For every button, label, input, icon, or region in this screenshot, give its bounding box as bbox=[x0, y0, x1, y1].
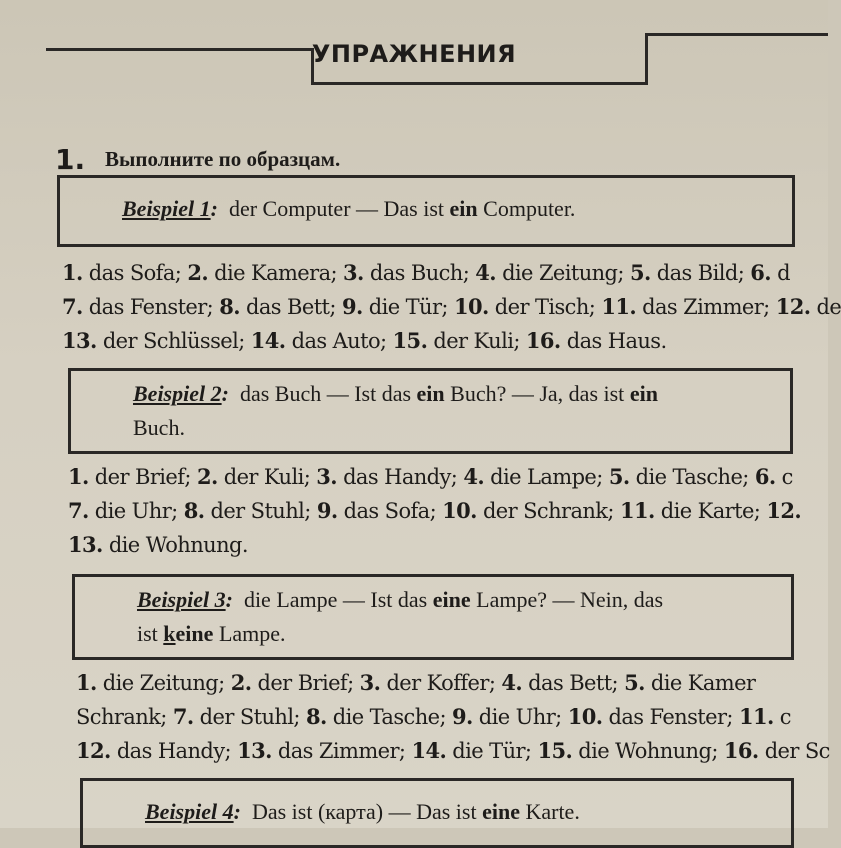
item-word: der Stuhl; bbox=[193, 705, 306, 729]
item-word: de bbox=[810, 295, 841, 319]
item-word: das Fenster; bbox=[82, 295, 220, 319]
item-word: das Buch; bbox=[363, 261, 476, 285]
item-number: 13. bbox=[68, 532, 103, 557]
item-number: 15. bbox=[537, 738, 573, 763]
item-word: der Stuhl; bbox=[204, 499, 317, 523]
item-word: die Tasche; bbox=[629, 465, 755, 489]
item-word: Schrank; bbox=[76, 705, 173, 729]
list-line bbox=[68, 494, 801, 528]
list-line bbox=[76, 666, 830, 700]
item-word: die Karte; bbox=[654, 499, 767, 523]
item-number: 9. bbox=[452, 704, 473, 729]
item-word: der Tisch; bbox=[488, 295, 602, 319]
item-number: 2. bbox=[196, 464, 218, 489]
item-number: 12. bbox=[766, 498, 802, 523]
item-word: der Kuli; bbox=[217, 465, 317, 489]
item-number: 16. bbox=[723, 738, 759, 763]
item-number: 11. bbox=[619, 498, 655, 523]
item-word: die Wohnung. bbox=[102, 533, 248, 557]
list-line bbox=[62, 324, 841, 358]
item-number: 8. bbox=[183, 498, 205, 523]
example-box-2: Beispiel 2: das Buch — Ist das ein Buch? — Ja, das ist ein Buch. bbox=[68, 368, 793, 454]
item-word: c bbox=[773, 705, 791, 729]
item-number: 15. bbox=[392, 328, 428, 353]
item-word: die Zeitung; bbox=[496, 261, 630, 285]
list-line bbox=[76, 734, 830, 768]
item-word: die Tasche; bbox=[326, 705, 452, 729]
example-label: Beispiel 1 bbox=[122, 196, 211, 221]
word-list-1 bbox=[62, 256, 841, 358]
item-word: c bbox=[775, 465, 793, 489]
item-number: 11. bbox=[601, 294, 637, 319]
item-number: 2. bbox=[187, 260, 209, 285]
item-number: 8. bbox=[305, 704, 327, 729]
item-number: 6. bbox=[754, 464, 776, 489]
item-word: das Sofa; bbox=[82, 261, 188, 285]
item-number: 3. bbox=[359, 670, 381, 695]
item-number: 1. bbox=[76, 670, 97, 695]
item-word: der Brief; bbox=[88, 465, 197, 489]
item-word: das Bett; bbox=[239, 295, 342, 319]
item-number: 5. bbox=[629, 260, 651, 285]
list-line bbox=[68, 528, 801, 562]
word-list-2 bbox=[68, 460, 801, 562]
item-word: das Handy; bbox=[337, 465, 464, 489]
item-word: das Sofa; bbox=[337, 499, 443, 523]
item-word: das Haus. bbox=[560, 329, 667, 353]
example-label: Beispiel 3 bbox=[137, 587, 226, 612]
item-number: 2. bbox=[230, 670, 252, 695]
item-number: 12. bbox=[76, 738, 111, 763]
word-list-3 bbox=[76, 666, 830, 768]
item-number: 11. bbox=[738, 704, 774, 729]
example-box-1: Beispiel 1: der Computer — Das ist ein Computer. bbox=[57, 175, 795, 247]
item-number: 8. bbox=[219, 294, 240, 319]
item-word: die Tür; bbox=[446, 739, 538, 763]
exercise-instruction: Выполните по образцам. bbox=[105, 147, 341, 171]
item-number: 4. bbox=[463, 464, 485, 489]
item-number: 1. bbox=[62, 260, 83, 285]
item-word: der Kuli; bbox=[427, 329, 526, 353]
item-number: 7. bbox=[62, 294, 83, 319]
item-number: 5. bbox=[624, 670, 645, 695]
list-line bbox=[62, 290, 841, 324]
item-number: 3. bbox=[343, 260, 364, 285]
item-word: die Wohnung; bbox=[572, 739, 724, 763]
item-number: 9. bbox=[316, 498, 338, 523]
example-label: Beispiel 2 bbox=[133, 381, 222, 406]
item-word: das Bett; bbox=[522, 671, 625, 695]
item-word: das Zimmer; bbox=[636, 295, 776, 319]
list-line bbox=[62, 256, 841, 290]
item-word: der Brief; bbox=[251, 671, 360, 695]
item-number: 10. bbox=[567, 704, 603, 729]
item-word: das Auto; bbox=[285, 329, 393, 353]
item-word: die Kamer bbox=[644, 671, 756, 695]
item-number: 7. bbox=[172, 704, 194, 729]
item-number: 9. bbox=[341, 294, 363, 319]
item-word: das Fenster; bbox=[602, 705, 739, 729]
item-word: das Handy; bbox=[110, 739, 238, 763]
item-word: die Lampe; bbox=[484, 465, 609, 489]
item-number: 7. bbox=[68, 498, 89, 523]
item-word: die Kamera; bbox=[208, 261, 344, 285]
item-number: 5. bbox=[608, 464, 630, 489]
item-number: 13. bbox=[62, 328, 97, 353]
item-number: 1. bbox=[68, 464, 89, 489]
item-number: 13. bbox=[237, 738, 272, 763]
item-word: der Schlüssel; bbox=[96, 329, 251, 353]
item-word: der Koffer; bbox=[380, 671, 502, 695]
item-number: 6. bbox=[750, 260, 771, 285]
item-number: 16. bbox=[525, 328, 561, 353]
item-word: die Zeitung; bbox=[96, 671, 231, 695]
item-word: das Bild; bbox=[650, 261, 751, 285]
item-number: 4. bbox=[475, 260, 496, 285]
item-word: der Schrank; bbox=[476, 499, 620, 523]
item-word: die Tür; bbox=[362, 295, 454, 319]
example-box-3: Beispiel 3: die Lampe — Ist das eine Lampe? — Nein, das ist keine Lampe. bbox=[72, 574, 794, 660]
example-label: Beispiel 4 bbox=[145, 799, 234, 824]
header-rule-bottom bbox=[311, 82, 648, 85]
item-number: 14. bbox=[411, 738, 447, 763]
item-number: 3. bbox=[316, 464, 338, 489]
header-rule-right bbox=[645, 33, 828, 36]
item-word: der Sc bbox=[758, 739, 830, 763]
item-word: das Zimmer; bbox=[271, 739, 412, 763]
list-line bbox=[76, 700, 830, 734]
item-number: 10. bbox=[453, 294, 489, 319]
item-word: die Uhr; bbox=[88, 499, 184, 523]
item-number: 4. bbox=[501, 670, 523, 695]
list-line bbox=[68, 460, 801, 494]
item-word: d bbox=[771, 261, 790, 285]
section-title: УПРАЖНЕНИЯ bbox=[311, 40, 517, 68]
item-number: 10. bbox=[442, 498, 477, 523]
exercise-number: 1. bbox=[55, 143, 86, 176]
item-word: die Uhr; bbox=[472, 705, 568, 729]
item-number: 12. bbox=[775, 294, 811, 319]
example-box-4: Beispiel 4: Das ist (карта) — Das ist eine Karte. bbox=[80, 778, 794, 848]
item-number: 14. bbox=[250, 328, 286, 353]
